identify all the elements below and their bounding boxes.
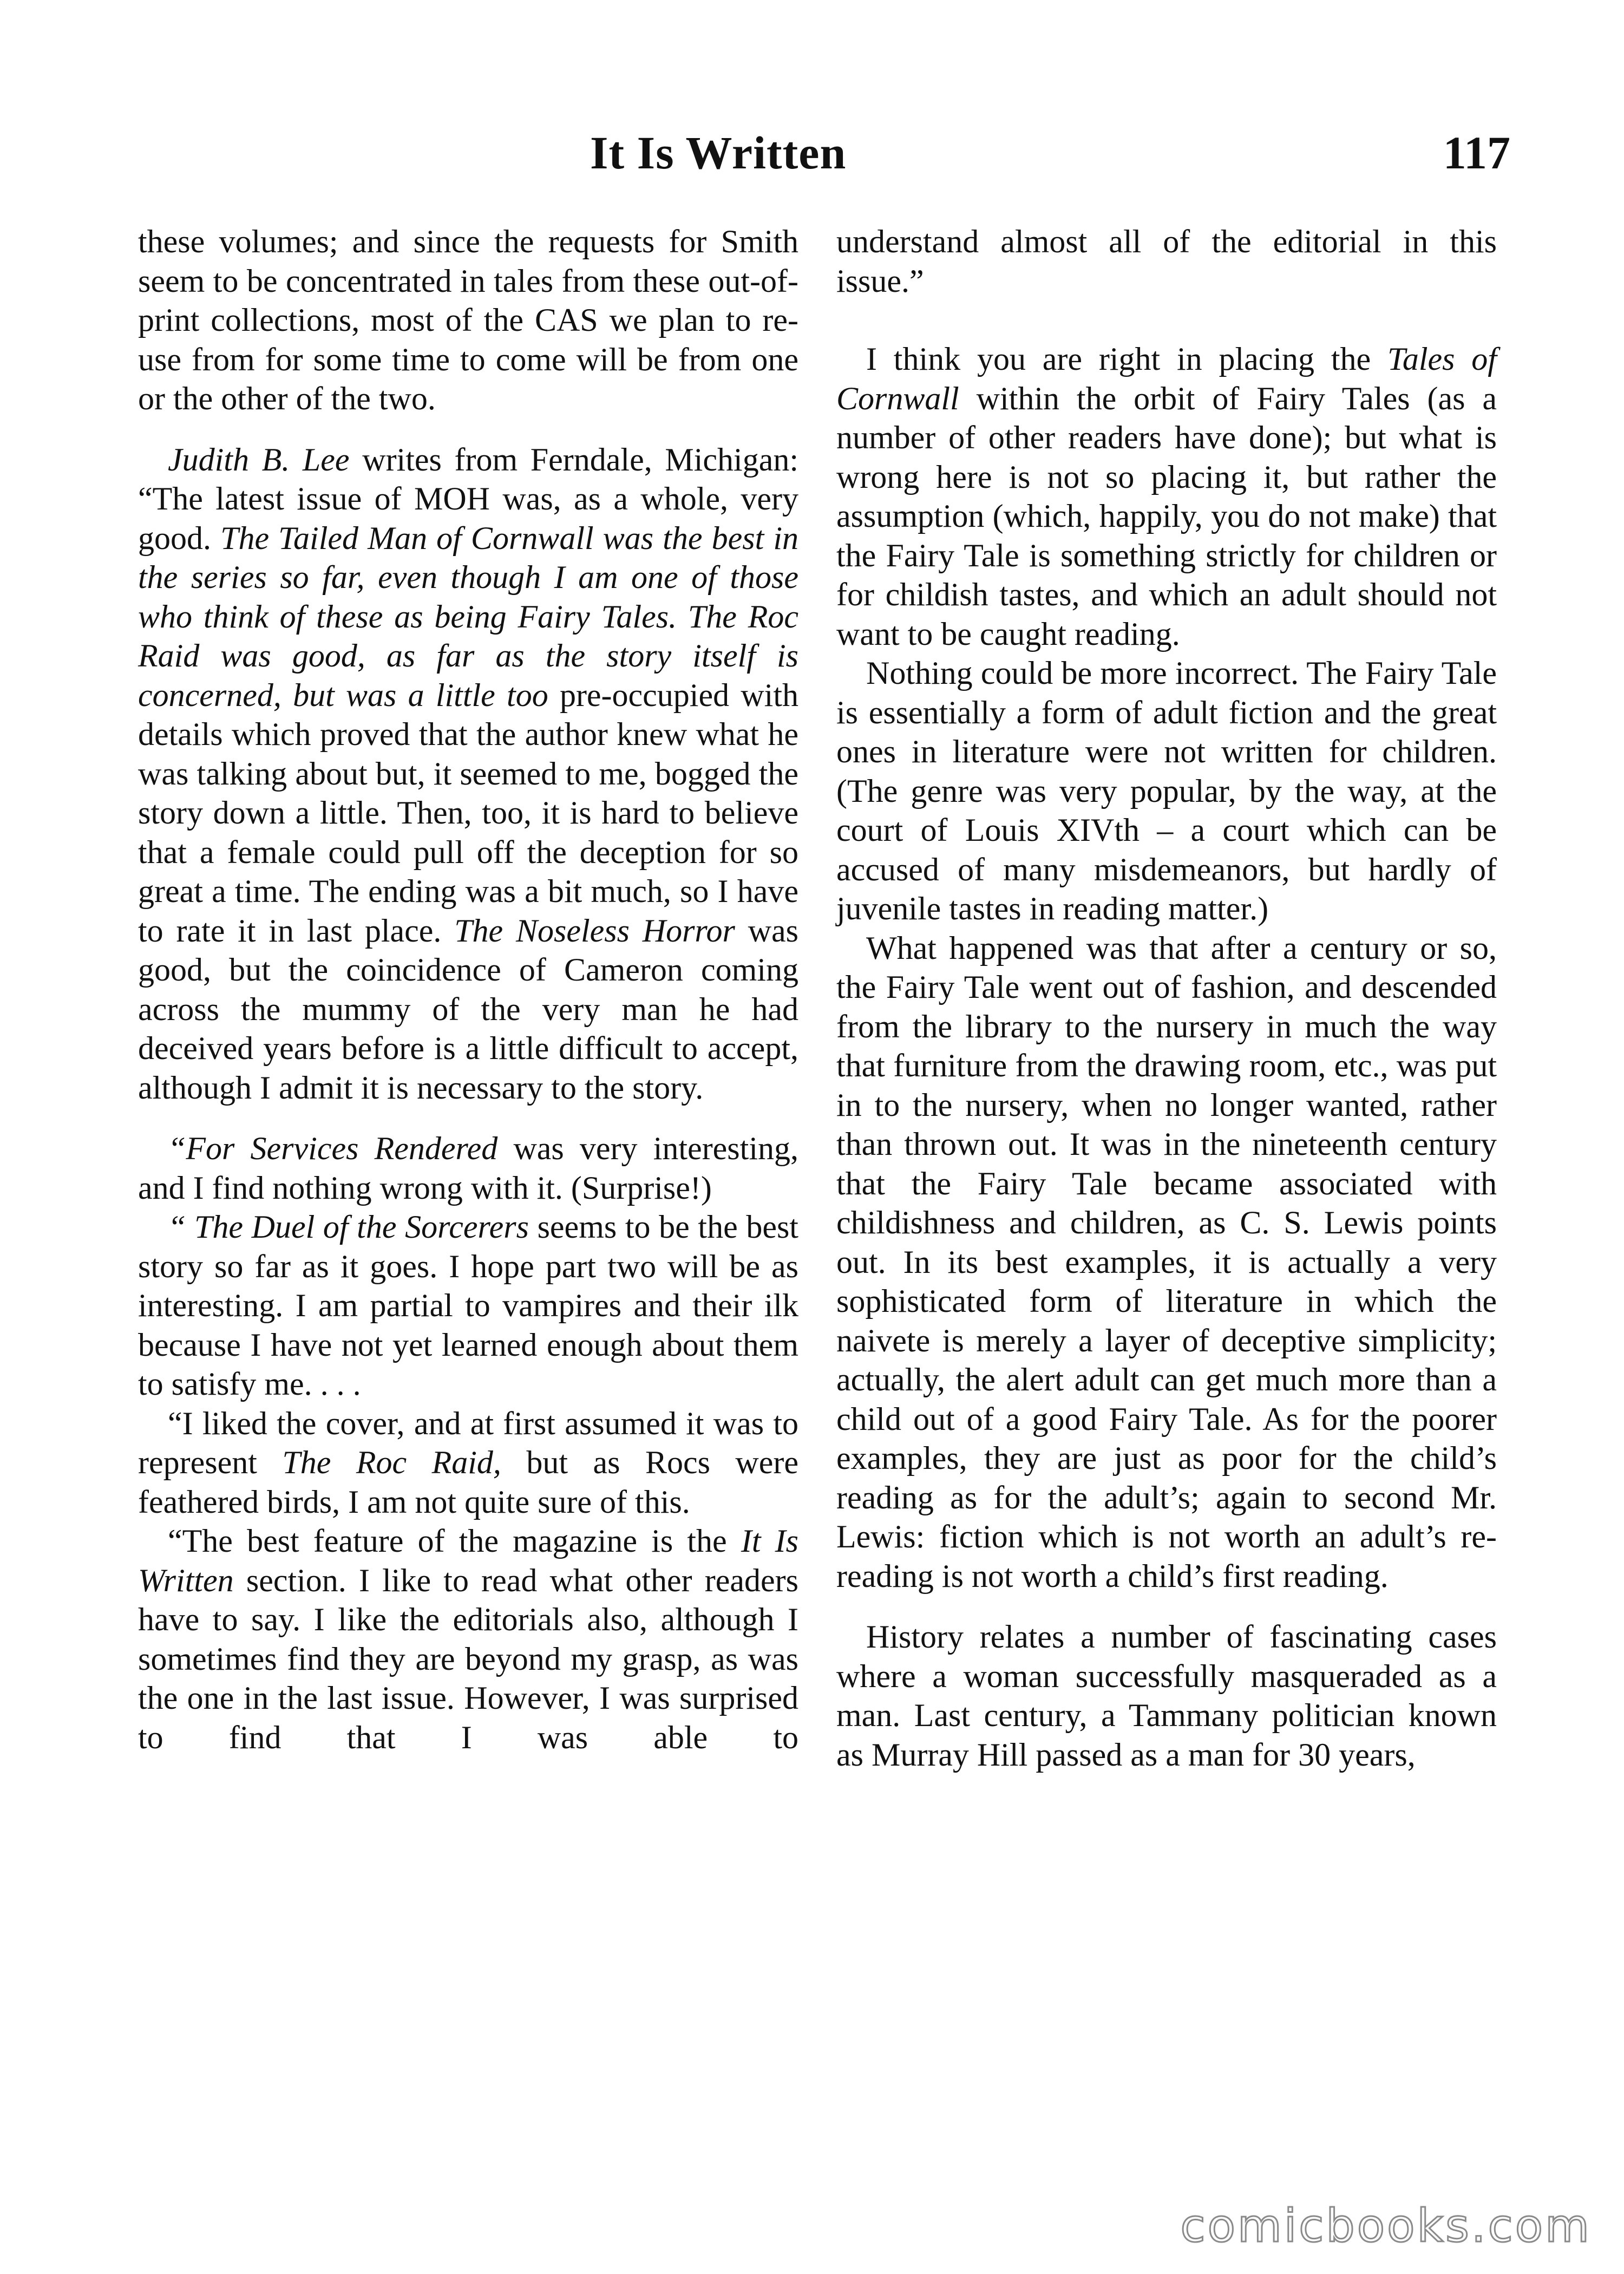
reply-paragraph: History relates a number of fascinating cases where a woman successfully masqueraded as a man. Last century, a Tammany politician known as Murray Hill passed as a man for 30 years, <box>836 1619 1497 1773</box>
story-title: The Noseless Horror <box>454 912 735 949</box>
text-run: section. I like to read what other readers have to say. I like the editorials also, although I sometimes find they are beyond my grasp, as was the one in the last issue. However, I was surprised to find that I was able to <box>138 1562 798 1755</box>
letter-paragraph <box>138 1207 798 1404</box>
page-number: 117 <box>1443 127 1510 179</box>
story-title: The Roc Raid, <box>282 1445 501 1480</box>
reply-paragraph: What happened was that after a century or so, the Fairy Tale went out of fashion, and descended from the library to the nursery in much the way that furniture from the drawing room, etc., was put in to the nursery, when no longer wanted, rather than thrown out. It was in the nineteenth century that the Fairy Tale became associated with childishness and children, as C. S. Lewis points out. In its best examples, it is actually a very sophisticated form of literature in which the naivete is merely a layer of deceptive simplicity; actually, the alert adult can get much more than a child out of a good Fairy Tale. As for the poorer examples, they are just as poor for the child’s reading as for the adult’s; again to second Mr. Lewis: fiction which is not worth an adult’s re-reading is not worth a child’s first reading. <box>836 930 1497 1594</box>
text-run: writes from Ferndale, Michigan: “The latest issue of MOH was, as a whole, very good. <box>138 441 798 556</box>
left-column <box>138 222 798 1757</box>
reply-paragraph: Nothing could be more incorrect. The Fairy Tale is essentially a form of adult fiction and the great ones in literature were not written for children. (The genre was very popular, by the way, at the court of Louis XIVth – a court which can be accused of many misdemeanors, but hardly of juvenile tastes in reading matter.) <box>836 655 1497 926</box>
running-header-title: It Is Written <box>590 127 847 179</box>
text-run: but as Rocs were feathered birds, I am not quite sure of this. <box>138 1445 798 1520</box>
story-title: Tales of Cornwall <box>836 341 1497 416</box>
letter-paragraph <box>138 1521 798 1757</box>
quote-mark: “ <box>168 1209 194 1245</box>
text-run: within the orbit of Fairy Tales (as a number of other readers have done); but what is wrong here is not so placing it, but rather the assumption (which, happily, you do not make) that the Fairy Tale is something strictly for children or for childish tastes, and which an adult should not want to be caught reading. <box>836 380 1497 652</box>
italic-run: The Tailed Man of Cornwall was the best in the series so far, even though I am one of those who think of these as being Fairy Tales. The Roc Raid was good, as far as the story itself is concerned, but was a little too <box>138 520 799 713</box>
text-run: was good, but the coincidence of Cameron coming across the mummy of the very man he had deceived years before is a little difficult to accept, although I admit it is necessary to the story. <box>138 912 798 1106</box>
letter-paragraph <box>138 440 798 1108</box>
story-title: For Services Rendered <box>186 1131 498 1166</box>
quote-mark: “ <box>168 1131 186 1166</box>
text-run: pre-occupied with details which proved that the author knew what he was talking about but, it seemed to me, bogged the story down a little. Then, too, it is hard to believe that a female could pull off the deception for so great a time. The ending was a bit much, so I have to rate it in last place. <box>138 677 799 949</box>
watermark: comicbooks.com <box>1180 2199 1592 2252</box>
text-run: “The best feature of the magazine is the <box>168 1523 741 1559</box>
right-column <box>836 222 1497 1774</box>
paragraph: these volumes; and since the requests for Smith seem to be concentrated in tales from these out-of-print collections, most of the CAS we plan to re-use from for some time to come will be from one or the other of the two. <box>138 224 798 416</box>
letter-paragraph <box>138 1404 798 1522</box>
letter-paragraph <box>138 1129 798 1207</box>
text-run: seems to be the best story so far as it goes. I hope part two will be as interesting. I am partial to vampires and their ilk because I have not yet learned enough about them to satisfy me. . . . <box>138 1209 798 1402</box>
paragraph: understand almost all of the editorial in this issue.” <box>836 224 1497 299</box>
story-title: It Is Written <box>138 1523 798 1598</box>
story-title: The Duel of the Sorcerers <box>194 1209 529 1245</box>
text-run: was very interesting, and I find nothing wrong with it. (Surprise!) <box>138 1131 798 1206</box>
text-run: “I liked the cover, and at first assumed it was to represent <box>138 1405 798 1480</box>
reply-paragraph <box>836 339 1497 654</box>
text-run: I think you are right in placing the <box>866 341 1387 377</box>
letter-author: Judith B. Lee <box>168 441 350 478</box>
